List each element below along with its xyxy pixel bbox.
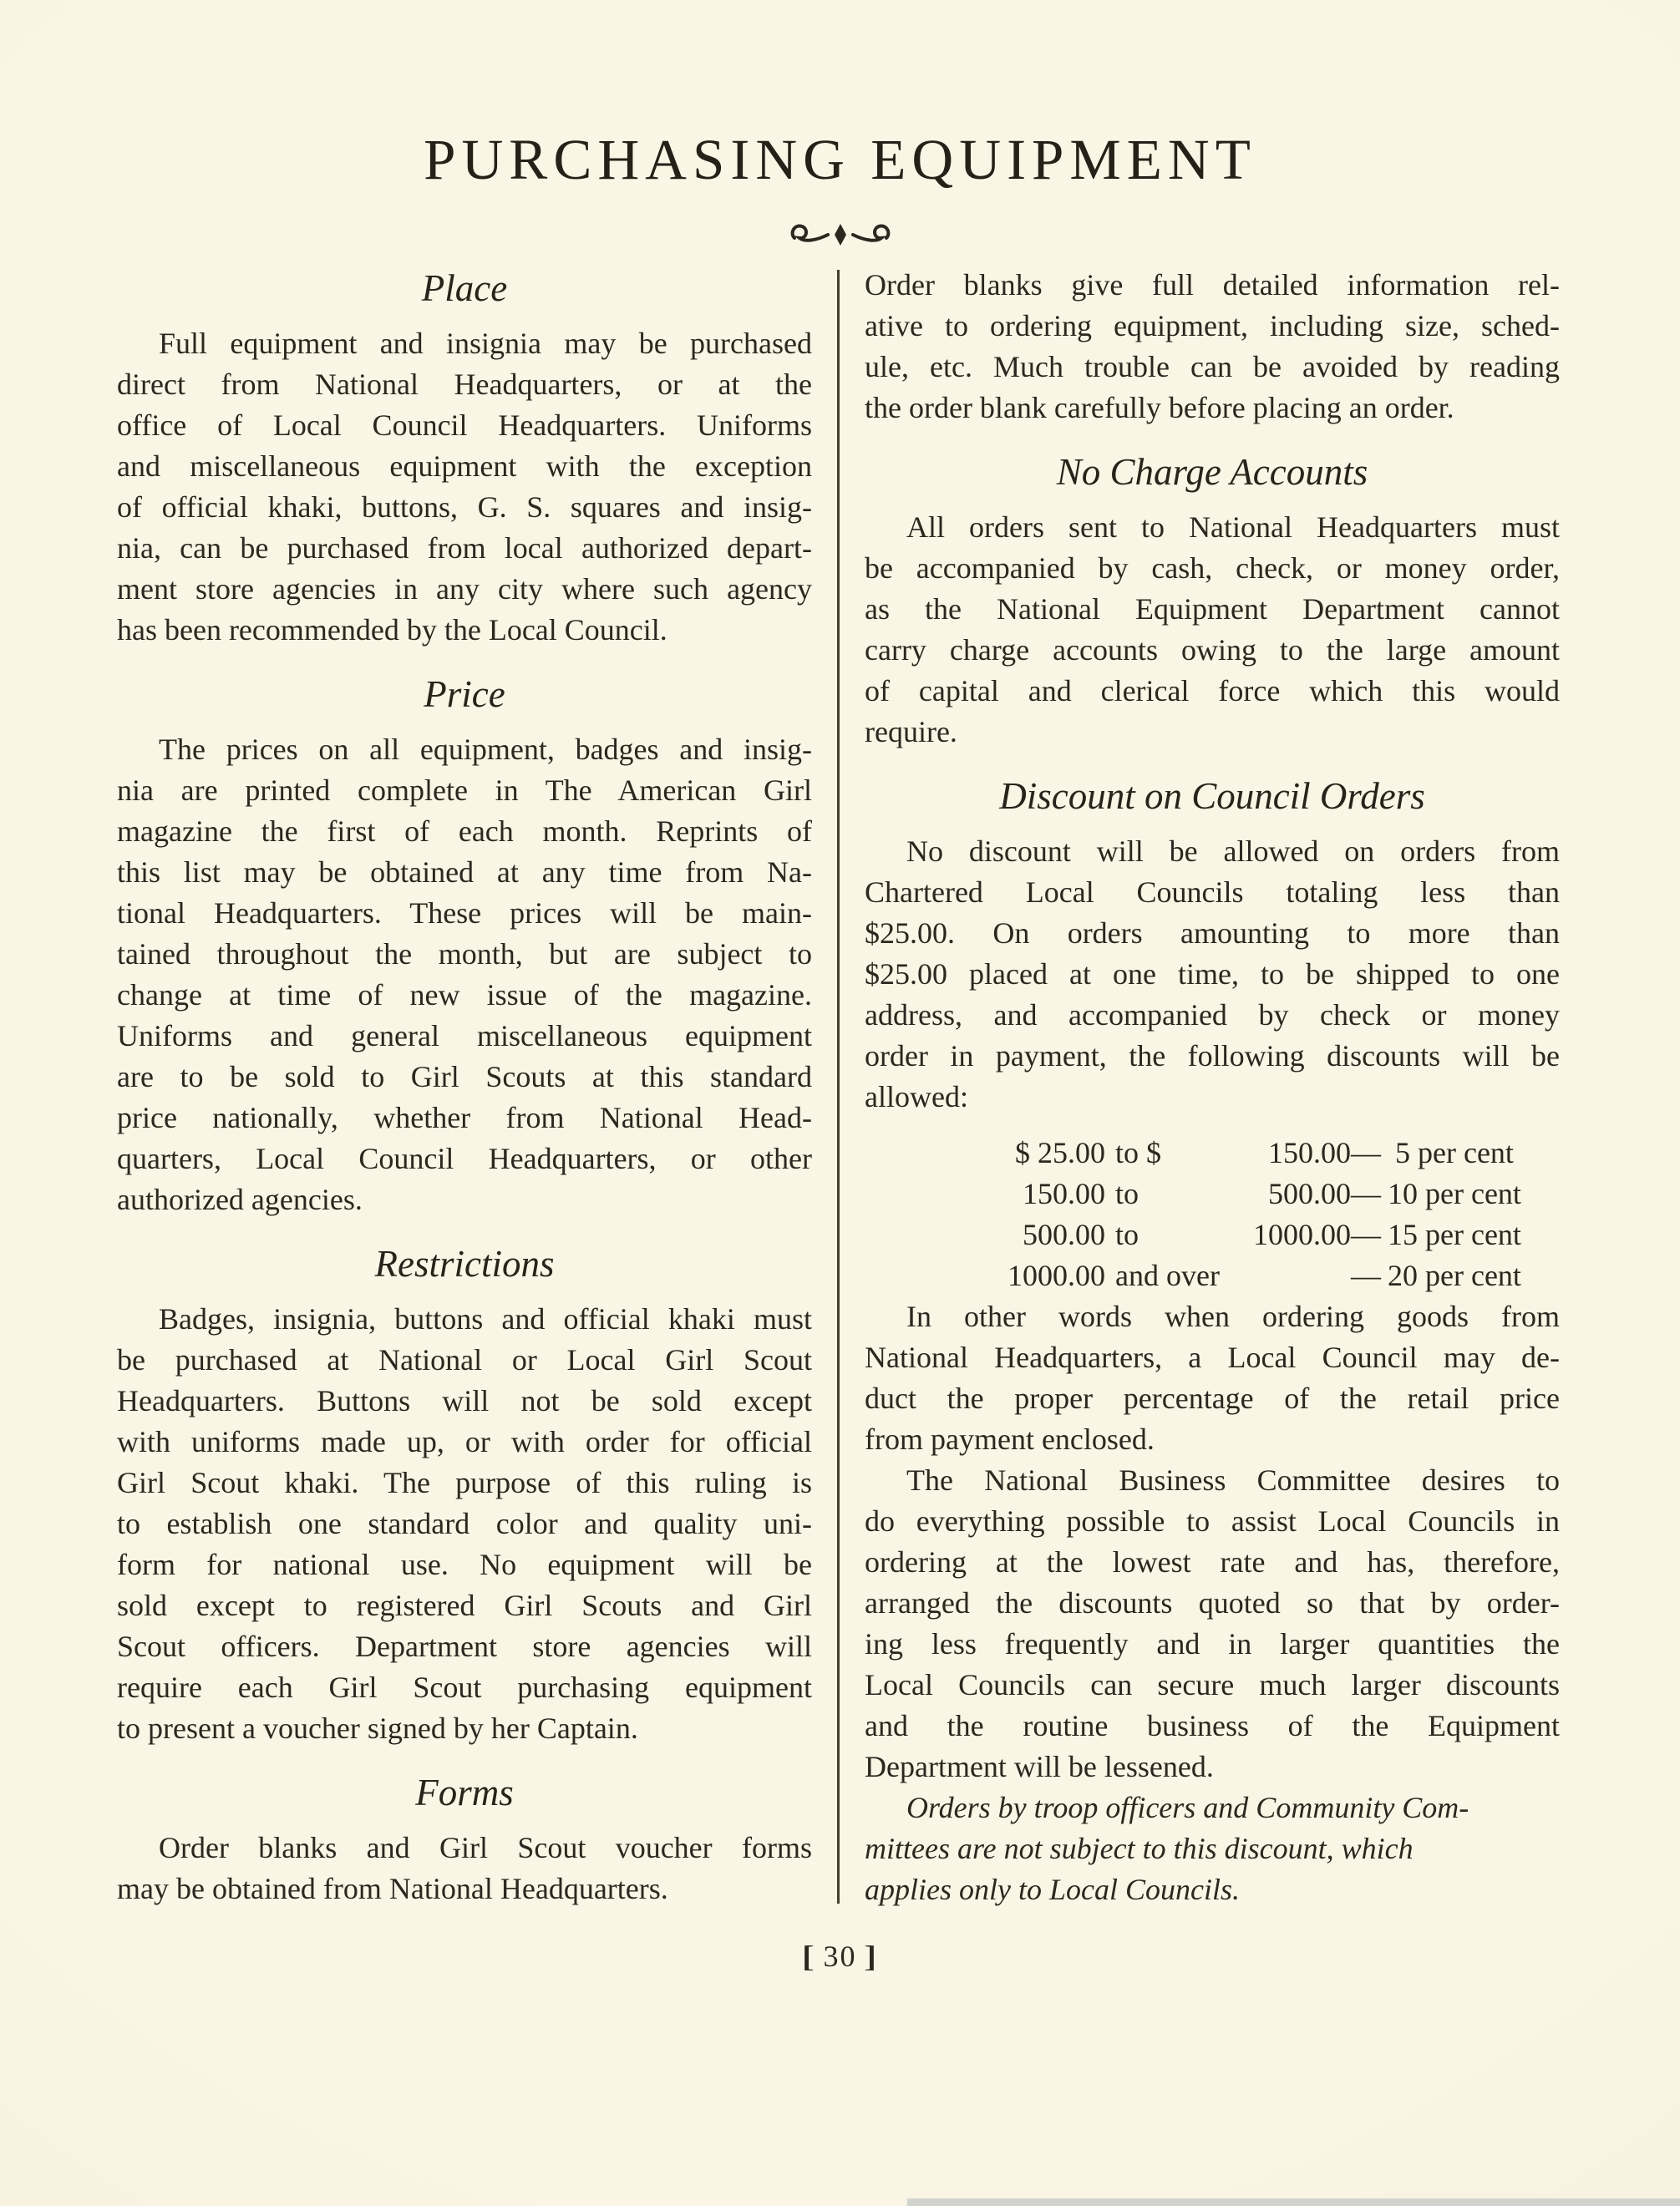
text-line: office of Local Council Headquarters. Uniforms <box>117 408 812 442</box>
text-line: nia are printed complete in The American Girl <box>117 773 812 807</box>
table-cell: 10 per cent <box>1388 1177 1521 1210</box>
column-divider <box>837 270 840 1904</box>
text-line: may be obtained from National Headquarters. <box>117 1872 668 1905</box>
text-line: of official khaki, buttons, G. S. squares and insig- <box>117 490 812 524</box>
text-line: Scout officers. Department store agencies will <box>117 1630 812 1663</box>
text-line: Girl Scout khaki. The purpose of this ruling is <box>117 1466 812 1499</box>
text-line: allowed: <box>865 1080 968 1113</box>
text-line: $25.00. On orders amounting to more than <box>865 916 1560 950</box>
section-heading-place: Place <box>421 267 508 309</box>
text-line: tional Headquarters. These prices will be main- <box>117 896 812 930</box>
right-column <box>865 265 1560 1910</box>
no-charge-paragraph <box>865 507 1560 753</box>
page-number-right-bracket: ] <box>865 1940 878 1973</box>
text-line: require. <box>865 715 957 748</box>
text-line: The prices on all equipment, badges and insig- <box>159 733 812 766</box>
section-heading-restrictions: Restrictions <box>374 1243 555 1285</box>
table-cell: 150.00 <box>1023 1177 1105 1210</box>
text-line: magazine the first of each month. Reprints of <box>117 814 812 848</box>
text-line: be accompanied by cash, check, or money order, <box>865 551 1560 585</box>
text-line: order in payment, the following discounts will be <box>865 1039 1560 1073</box>
text-line: ative to ordering equipment, including size, sched- <box>865 309 1560 342</box>
text-line: ordering at the lowest rate and has, therefore, <box>865 1545 1560 1579</box>
table-cell: 15 per cent <box>1388 1218 1521 1251</box>
text-line: tained throughout the month, but are subject to <box>117 937 812 971</box>
discount-rate-table <box>980 1133 1560 1296</box>
text-line: Badges, insignia, buttons and official khaki must <box>159 1302 812 1336</box>
text-line: direct from National Headquarters, or at the <box>117 368 812 401</box>
text-line: arranged the discounts quoted so that by order- <box>865 1586 1560 1620</box>
text-line: ment store agencies in any city where such agency <box>117 572 812 606</box>
text-line: ule, etc. Much trouble can be avoided by reading <box>865 350 1560 383</box>
text-line: Order blanks give full detailed information rel- <box>865 268 1560 302</box>
text-line: form for national use. No equipment will be <box>117 1548 812 1581</box>
table-cell: to $ <box>1115 1136 1162 1169</box>
page-title: PURCHASING EQUIPMENT <box>424 128 1256 191</box>
place-paragraph <box>117 323 812 651</box>
section-heading-discount-on-council-orders: Discount on Council Orders <box>999 775 1425 817</box>
page-number-left-bracket: [ <box>802 1940 815 1973</box>
page-number-value: 30 <box>823 1940 857 1973</box>
forms-continued-paragraph <box>865 265 1560 429</box>
table-cell: 1000.00 <box>1007 1259 1105 1292</box>
section-heading-no-charge-accounts: No Charge Accounts <box>1056 451 1368 493</box>
text-line: Chartered Local Councils totaling less than <box>865 875 1560 909</box>
text-line: All orders sent to National Headquarters must <box>906 510 1560 544</box>
table-cell: 20 per cent <box>1388 1259 1521 1292</box>
text-line: Full equipment and insignia may be purchased <box>159 327 812 360</box>
table-cell: 5 per cent <box>1388 1136 1514 1169</box>
text-line: Local Councils can secure much larger discounts <box>865 1668 1560 1701</box>
text-line: change at time of new issue of the magazine. <box>117 978 812 1012</box>
left-column <box>117 265 812 1910</box>
text-line: The National Business Committee desires to <box>906 1463 1560 1497</box>
text-line: do everything possible to assist Local Councils in <box>865 1504 1560 1538</box>
table-cell: to <box>1115 1177 1139 1210</box>
text-line: mittees are not subject to this discount, which <box>865 1832 1414 1865</box>
page-number <box>0 1939 1680 1974</box>
text-line: of capital and clerical force which this would <box>865 674 1560 707</box>
text-line: duct the proper percentage of the retail price <box>865 1382 1560 1415</box>
text-line: the order blank carefully before placing an order. <box>865 391 1454 424</box>
table-cell: 1000.00— <box>1253 1218 1381 1251</box>
text-line: address, and accompanied by check or money <box>865 998 1560 1032</box>
text-line: $25.00 placed at one time, to be shipped to one <box>865 957 1560 991</box>
table-cell: 500.00— <box>1268 1177 1381 1210</box>
text-line: authorized agencies. <box>117 1183 363 1216</box>
text-line: quarters, Local Council Headquarters, or other <box>117 1142 812 1175</box>
text-line: to present a voucher signed by her Captain. <box>117 1712 638 1745</box>
price-paragraph <box>117 729 812 1220</box>
text-line: this list may be obtained at any time from Na- <box>117 855 812 889</box>
text-line: nia, can be purchased from local authorized depart- <box>117 531 812 565</box>
text-line: Department will be lessened. <box>865 1750 1214 1783</box>
text-line: Uniforms and general miscellaneous equipment <box>117 1019 812 1052</box>
in-other-words-paragraph <box>865 1296 1560 1460</box>
text-line: ing less frequently and in larger quantities the <box>865 1627 1560 1661</box>
text-line: Headquarters. Buttons will not be sold except <box>117 1384 812 1417</box>
text-line: No discount will be allowed on orders from <box>906 834 1560 868</box>
two-column-layout <box>0 265 1680 1910</box>
table-cell: $ 25.00 <box>1015 1136 1105 1169</box>
text-line: National Headquarters, a Local Council may de- <box>865 1341 1560 1374</box>
text-line: as the National Equipment Department cannot <box>865 592 1560 626</box>
section-heading-price: Price <box>424 673 505 715</box>
text-line: price nationally, whether from National Head- <box>117 1101 812 1134</box>
fleuron-ornament-icon <box>788 218 893 251</box>
text-line: require each Girl Scout purchasing equipment <box>117 1671 812 1704</box>
text-line: carry charge accounts owing to the large amount <box>865 633 1560 667</box>
text-line: and the routine business of the Equipment <box>865 1709 1560 1742</box>
forms-paragraph <box>117 1828 812 1909</box>
text-line: be purchased at National or Local Girl Scout <box>117 1343 812 1377</box>
table-cell: 150.00— <box>1268 1136 1381 1169</box>
text-line: Orders by troop officers and Community Com- <box>906 1791 1469 1824</box>
national-business-committee-paragraph <box>865 1460 1560 1788</box>
discount-paragraph <box>865 831 1560 1118</box>
restrictions-paragraph <box>117 1299 812 1749</box>
text-line: to establish one standard color and quality uni- <box>117 1507 812 1540</box>
table-cell: and over <box>1115 1259 1220 1292</box>
text-line: has been recommended by the Local Council. <box>117 613 667 647</box>
table-cell: 500.00 <box>1023 1218 1105 1251</box>
text-line: with uniforms made up, or with order for official <box>117 1425 812 1458</box>
table-cell: to <box>1115 1218 1139 1251</box>
table-cell: — <box>1351 1259 1381 1292</box>
section-heading-forms: Forms <box>415 1772 514 1813</box>
scan-edge-artifact <box>907 2198 1680 2206</box>
text-line: In other words when ordering goods from <box>906 1300 1560 1333</box>
text-line: sold except to registered Girl Scouts and Girl <box>117 1589 812 1622</box>
troop-officers-note-paragraph <box>865 1788 1560 1910</box>
text-line: and miscellaneous equipment with the exception <box>117 449 812 483</box>
text-line: are to be sold to Girl Scouts at this standard <box>117 1060 812 1093</box>
text-line: from payment enclosed. <box>865 1422 1155 1456</box>
text-line: applies only to Local Councils. <box>865 1873 1240 1906</box>
text-line: Order blanks and Girl Scout voucher forms <box>159 1831 812 1864</box>
